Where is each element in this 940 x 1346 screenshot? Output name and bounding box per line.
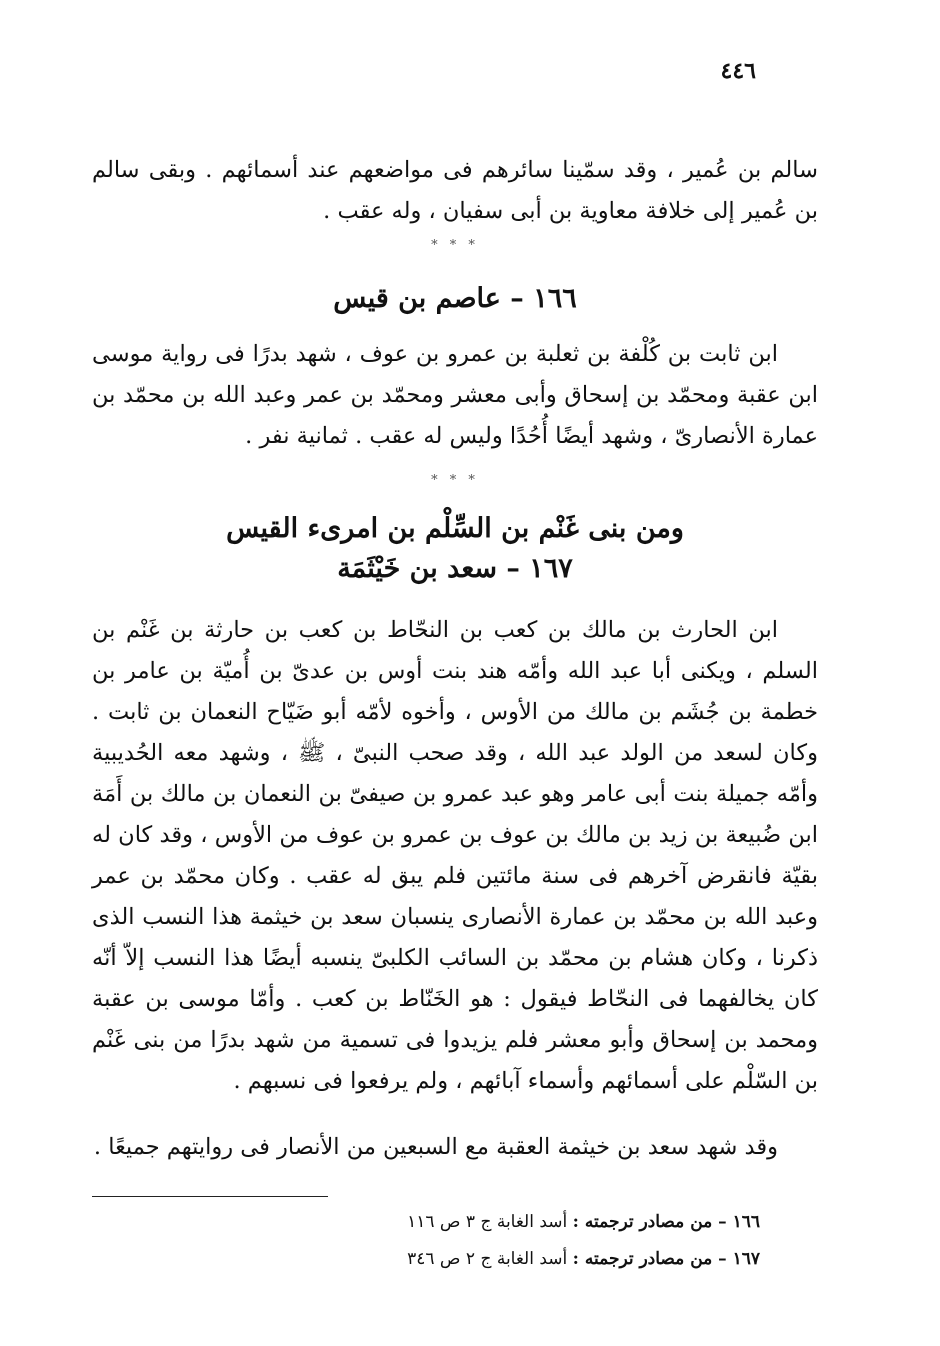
footnote-label: ١٦٦ – من مصادر ترجمته : [572,1212,760,1232]
paragraph-closing: وقد شهد سعد بن خيثمة العقبة مع السبعين من الأنصار فى روايتهم جميعًا . [93,1134,778,1160]
paragraph-entry-166: ابن ثابت بن كُلْفة بن ثعلبة بن عمرو بن عوف ، شهد بدرًا فى رواية موسى ابن عقبة ومحمّد بن إسحاق وأبى معشر ومحمّد بن عمر وعبد الله بن محمّد بن عمارة الأنصارىّ ، وشهد أيضًا أُحُدًا وليس له عقب . ثمانية نفر . [92,341,818,449]
entry-heading-167: ١٦٧ – سعد بن خَيْثَمَة [337,553,573,584]
entry-heading-166: ١٦٦ – عاصم بن قيس [333,283,577,314]
paragraph-continuation: سالم بن عُمير ، وقد سمّينا سائرهم فى مواضعهم عند أسمائهم . وبقى سالم بن عُمير إلى خلافة معاوية بن أبى سفيان ، وله عقب . [92,157,818,224]
footnote-divider [92,1196,328,1197]
paragraph-entry-167: ابن الحارث بن مالك بن كعب بن النحّاط بن كعب بن حارثة بن غَنْم بن السلم ، ويكنى أبا عبد الله وأمّه هند بنت أوس بن عدىّ بن أُميّة بن عامر بن خطمة بن جُشَم بن مالك من الأوس ، وأخوه لأمّه أبو ضَيّاح النعمان بن ثابت . وكان لسعد من الولد عبد الله ، وقد صحب النبىّ ، ﷺ ، وشهد معه الحُديبية وأمّه جميلة بنت أبى عامر وهو عبد عمرو بن صيفىّ بن النعمان بن مالك بن أَمَة ابن ضُبيعة بن زيد بن مالك بن عوف بن عمرو بن عوف من الأوس ، وقد كان له بقيّة فانقرض آخرهم فى سنة مائتين فلم يبق له عقب . وكان محمّد بن عمر وعبد الله بن محمّد بن عمارة الأنصارى ينسبان سعد بن خيثمة هذا النسب الذى ذكرنا ، وكان هشام بن محمّد بن السائب الكلبىّ ينسبه أيضًا هذا النسب إلاّ أنّه كان يخالفهما فى النحّاط فيقول : هو الخَنّاط بن كعب . وأمّا موسى بن عقبة ومحمد بن إسحاق وأبو معشر فلم يزيدوا فى تسمية من شهد بدرًا من بنى غَنْم بن السّلْم على أسمائهم وأسماء آبائهم ، ولم يرفعوا فى نسبهم . [92,617,818,1094]
footnote-166 [407,1208,760,1236]
section-separator: * * * [431,238,479,253]
page-number: ٤٤٦ [720,58,756,84]
book-page [92,0,818,1346]
footnote-text: أسد الغابة ج ٣ ص ١١٦ [407,1212,568,1232]
footnote-label: ١٦٧ – من مصادر ترجمته : [572,1249,760,1269]
footnote-167 [407,1245,760,1273]
section-heading: ومن بنى غَنْم بن السِّلْم بن امرىء القيس [226,513,684,544]
footnote-text: أسد الغابة ج ٢ ص ٣٤٦ [407,1249,568,1269]
section-separator: * * * [431,473,479,488]
